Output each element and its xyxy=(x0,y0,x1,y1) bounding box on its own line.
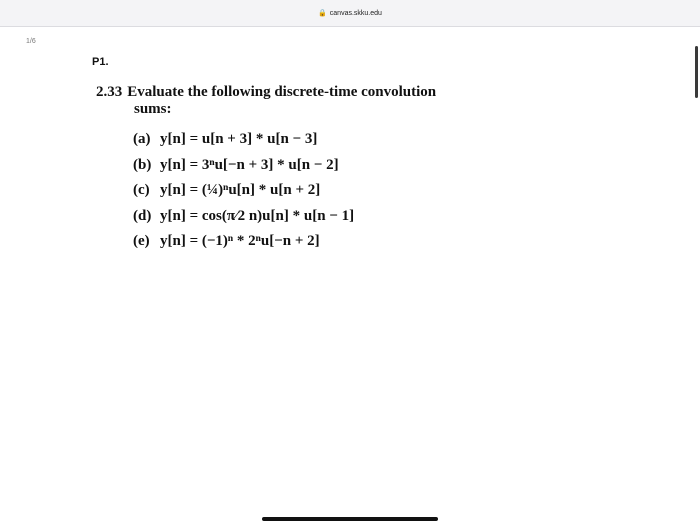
url-text: canvas.skku.edu xyxy=(329,10,382,17)
problem-number: 2.33 xyxy=(96,84,123,100)
page-indicator: 1/6 xyxy=(26,38,36,45)
part-equation: y[n] = 3ⁿu[−n + 3] * u[n − 2] xyxy=(160,156,339,173)
part-label: (d) xyxy=(133,207,152,224)
browser-top-bar xyxy=(0,0,700,27)
part-b xyxy=(133,153,354,179)
part-label: (c) xyxy=(133,182,150,198)
part-e xyxy=(133,229,354,255)
part-d xyxy=(133,204,354,230)
problem-label: P1. xyxy=(92,56,109,68)
problem-title-line2: sums: xyxy=(134,101,172,117)
part-label: (b) xyxy=(133,156,152,173)
lock-icon: 🔒 xyxy=(318,10,327,17)
part-equation: y[n] = (¼)ⁿu[n] * u[n + 2] xyxy=(160,182,321,198)
parts-list xyxy=(133,127,354,255)
address-bar[interactable] xyxy=(0,9,700,17)
part-label: (a) xyxy=(133,131,151,147)
part-label: (e) xyxy=(133,233,150,249)
part-equation: y[n] = (−1)ⁿ * 2ⁿu[−n + 2] xyxy=(160,233,320,249)
part-equation: y[n] = cos(π⁄2 n)u[n] * u[n − 1] xyxy=(160,207,355,224)
problem-heading xyxy=(96,84,476,118)
part-c xyxy=(133,178,354,204)
part-a xyxy=(133,127,354,153)
scrollbar[interactable] xyxy=(695,46,698,98)
problem-title-line1: Evaluate the following discrete-time convolution xyxy=(127,84,437,100)
home-indicator[interactable] xyxy=(262,517,438,521)
part-equation: y[n] = u[n + 3] * u[n − 3] xyxy=(160,131,318,147)
